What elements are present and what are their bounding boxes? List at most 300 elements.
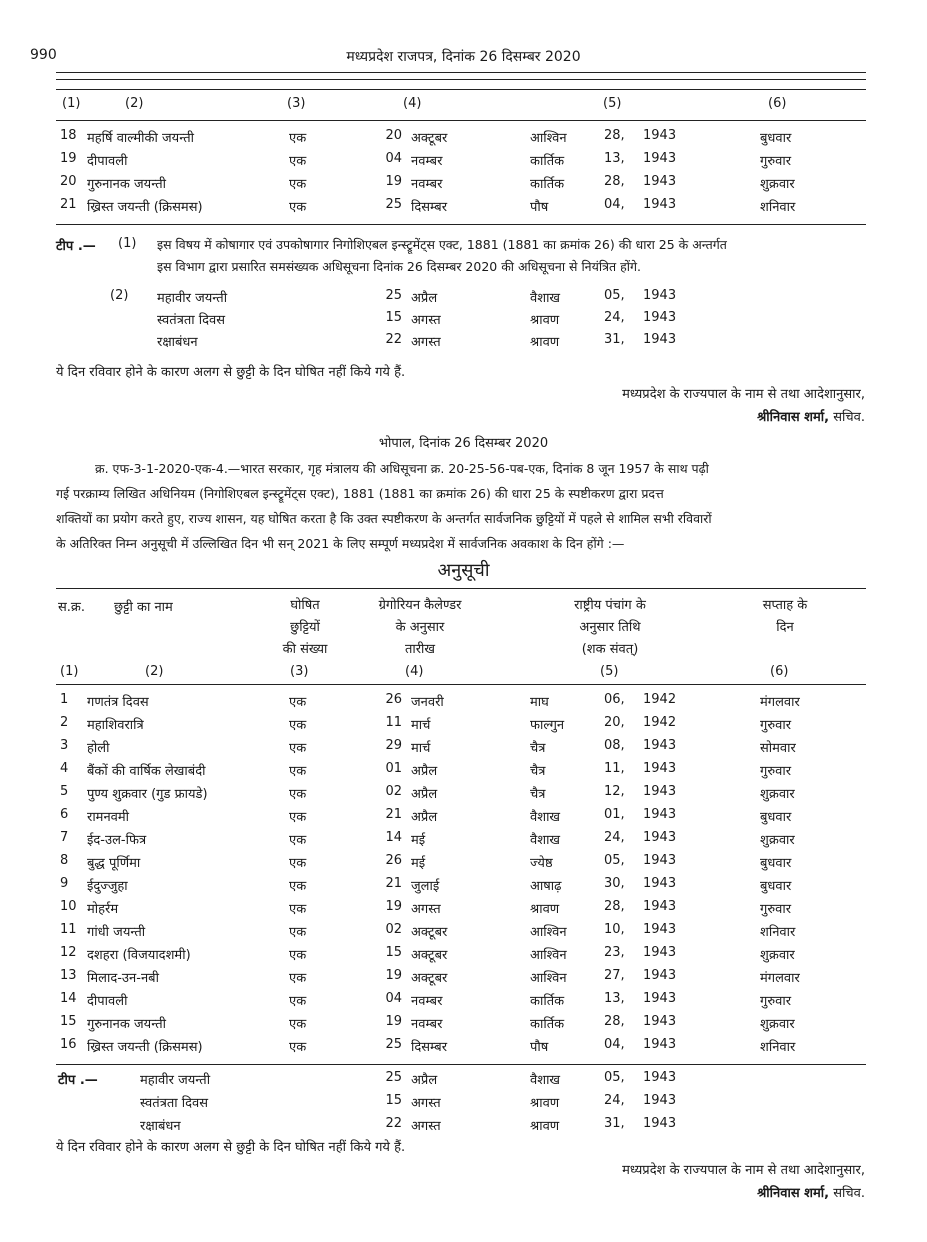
- greg-day: 26: [385, 692, 402, 707]
- weekday: गुरुवार: [760, 994, 792, 1009]
- table-row: [0, 853, 927, 875]
- order-paragraph-line: के अतिरिक्त निम्न अनुसूची में उल्लिखित दिन भी सन् 2021 के लिए सम्पूर्ण मध्यप्रदेश में सार्वजनिक अवकाश के दिन होंगे :—: [56, 536, 625, 551]
- header-holiday-name: छुट्टी का नाम: [114, 600, 173, 615]
- signature-authority-line: मध्यप्रदेश के राज्यपाल के नाम से तथा आदेशानुसार,: [622, 1163, 865, 1178]
- saka-day: 28,: [604, 128, 625, 143]
- saka-day: 27,: [604, 968, 625, 983]
- saka-year: 1943: [643, 761, 677, 776]
- table-header-rule: [56, 120, 866, 121]
- note-label: टीप .—: [58, 1073, 98, 1088]
- greg-day: 25: [385, 1070, 402, 1085]
- header-line: अनुसार तिथि: [579, 620, 641, 635]
- saka-year: 1943: [643, 876, 677, 891]
- col-num: (1): [60, 664, 79, 679]
- saka-day: 28,: [604, 1014, 625, 1029]
- table-top-rule: [56, 89, 866, 90]
- serial-number: 13: [60, 968, 77, 983]
- schedule-top-rule: [56, 588, 866, 589]
- weekday: बुधवार: [760, 879, 792, 894]
- saka-month: श्रावण: [530, 902, 560, 917]
- weekday: शुक्रवार: [760, 833, 795, 848]
- greg-day: 15: [385, 310, 402, 325]
- greg-month: दिसम्बर: [411, 200, 448, 215]
- saka-year: 1943: [643, 197, 677, 212]
- sunday-holiday-row: [0, 1093, 927, 1115]
- saka-month: पौष: [530, 1040, 549, 1055]
- saka-month: कार्तिक: [530, 1017, 565, 1032]
- greg-month: अप्रैल: [411, 787, 438, 802]
- holiday-count: एक: [289, 833, 307, 848]
- serial-number: 8: [60, 853, 69, 868]
- header-holiday-count: [270, 595, 340, 661]
- serial-number: 4: [60, 761, 69, 776]
- holiday-count: एक: [289, 879, 307, 894]
- saka-month: आषाढ़: [530, 879, 562, 894]
- holiday-name: मोहर्रम: [87, 902, 119, 917]
- holiday-name: रामनवमी: [87, 810, 130, 825]
- greg-month: अप्रैल: [411, 291, 438, 306]
- saka-year: 1943: [643, 332, 677, 347]
- saka-month: पौष: [530, 200, 549, 215]
- saka-day: 31,: [604, 332, 625, 347]
- holiday-name: दशहरा (विजयादशमी): [87, 948, 191, 963]
- saka-day: 28,: [604, 899, 625, 914]
- saka-month: चैत्र: [530, 787, 546, 802]
- sunday-holiday-row: [0, 1070, 927, 1092]
- weekday: सोमवार: [760, 741, 796, 756]
- greg-month: अक्टूबर: [411, 131, 448, 146]
- saka-month: श्रावण: [530, 1119, 560, 1134]
- holiday-count: एक: [289, 902, 307, 917]
- note-label: टीप .—: [56, 239, 96, 254]
- table-row: [0, 1037, 927, 1059]
- serial-number: 7: [60, 830, 69, 845]
- saka-day: 08,: [604, 738, 625, 753]
- col-num: (3): [290, 664, 309, 679]
- holiday-count: एक: [289, 856, 307, 871]
- weekday: गुरुवार: [760, 718, 792, 733]
- greg-day: 11: [385, 715, 402, 730]
- saka-day: 05,: [604, 853, 625, 868]
- table-row: [0, 899, 927, 921]
- table-row: [0, 922, 927, 944]
- col-num: (3): [287, 96, 306, 111]
- saka-year: 1943: [643, 899, 677, 914]
- holiday-name: ईदुज्जुहा: [87, 879, 128, 894]
- table-bottom-rule: [56, 224, 866, 225]
- saka-year: 1943: [643, 1093, 677, 1108]
- saka-day: 05,: [604, 1070, 625, 1085]
- greg-month: नवम्बर: [411, 177, 443, 192]
- weekday: बुधवार: [760, 131, 792, 146]
- greg-month: नवम्बर: [411, 994, 443, 1009]
- saka-month: वैशाख: [530, 1073, 561, 1088]
- table-row: [0, 1014, 927, 1036]
- saka-year: 1943: [643, 784, 677, 799]
- serial-number: 18: [60, 128, 77, 143]
- holiday-name: रक्षाबंधन: [140, 1119, 181, 1134]
- holiday-name: गणतंत्र दिवस: [87, 695, 149, 710]
- greg-month: अगस्त: [411, 902, 441, 917]
- greg-day: 15: [385, 945, 402, 960]
- header-saka-date: [540, 595, 680, 661]
- weekday: शुक्रवार: [760, 177, 795, 192]
- holiday-name: दीपावली: [87, 994, 128, 1009]
- header-serial: स.क्र.: [58, 600, 86, 615]
- table-row: [0, 945, 927, 967]
- saka-day: 30,: [604, 876, 625, 891]
- greg-month: मार्च: [411, 741, 431, 756]
- greg-day: 02: [385, 922, 402, 937]
- saka-year: 1943: [643, 853, 677, 868]
- saka-day: 23,: [604, 945, 625, 960]
- col-num: (2): [125, 96, 144, 111]
- greg-month: अक्टूबर: [411, 971, 448, 986]
- note-item1-text: इस विषय में कोषागार एवं उपकोषागार निगोशिएबल इन्स्ट्रूमेंट्स एक्ट, 1881 (1881 का क्रमांक 26) की धारा 25 के अन्तर्गत: [157, 237, 727, 252]
- holiday-name: गुरुनानक जयन्ती: [87, 1017, 166, 1032]
- note-footer: ये दिन रविवार होने के कारण अलग से छुट्टी के दिन घोषित नहीं किये गये हैं.: [56, 1140, 406, 1155]
- header-line: (शक संवत्): [581, 642, 639, 657]
- holiday-count: एक: [289, 1040, 307, 1055]
- schedule-header-rule: [56, 684, 866, 685]
- signatory-name: श्रीनिवास शर्मा,: [757, 410, 830, 425]
- greg-month: जनवरी: [411, 695, 444, 710]
- header-rule: [56, 72, 866, 73]
- sunday-holiday-row: [0, 288, 927, 310]
- saka-month: श्रावण: [530, 313, 560, 328]
- col-num: (1): [62, 96, 81, 111]
- saka-month: फाल्गुन: [530, 718, 565, 733]
- serial-number: 21: [60, 197, 77, 212]
- saka-month: आश्विन: [530, 925, 567, 940]
- saka-month: आश्विन: [530, 948, 567, 963]
- table-row: [0, 715, 927, 737]
- greg-day: 19: [385, 968, 402, 983]
- saka-day: 31,: [604, 1116, 625, 1131]
- saka-day: 12,: [604, 784, 625, 799]
- saka-day: 24,: [604, 310, 625, 325]
- holiday-count: एक: [289, 971, 307, 986]
- sunday-holiday-row: [0, 310, 927, 332]
- table-row: [0, 830, 927, 852]
- holiday-name: पुण्य शुक्रवार (गुड फ्रायडे): [87, 787, 208, 802]
- signature-block: [757, 1183, 865, 1201]
- weekday: मंगलवार: [760, 971, 800, 986]
- greg-month: अक्टूबर: [411, 925, 448, 940]
- table-row: [0, 692, 927, 714]
- saka-year: 1943: [643, 1014, 677, 1029]
- weekday: बुधवार: [760, 810, 792, 825]
- serial-number: 12: [60, 945, 77, 960]
- header-line: ग्रेगोरियन कैलेण्डर: [378, 598, 462, 613]
- col-num: (5): [600, 664, 619, 679]
- table-row: [0, 784, 927, 806]
- saka-year: 1943: [643, 738, 677, 753]
- table-row: [0, 807, 927, 829]
- greg-day: 19: [385, 174, 402, 189]
- saka-month: ज्येष्ठ: [530, 856, 553, 871]
- holiday-name: महाशिवरात्रि: [87, 718, 144, 733]
- holiday-count: एक: [289, 787, 307, 802]
- holiday-name: रक्षाबंधन: [157, 335, 198, 350]
- note-item1-text-cont: इस विभाग द्वारा प्रसारित समसंख्यक अधिसूचना दिनांक 26 दिसम्बर 2020 की अधिसूचना से नियंत्रित होंगे.: [157, 259, 641, 274]
- saka-month: वैशाख: [530, 833, 561, 848]
- holiday-name: होली: [87, 741, 110, 756]
- weekday: गुरुवार: [760, 764, 792, 779]
- holiday-name: महावीर जयन्ती: [157, 291, 228, 306]
- weekday: शुक्रवार: [760, 1017, 795, 1032]
- holiday-count: एक: [289, 154, 307, 169]
- holiday-count: एक: [289, 948, 307, 963]
- saka-month: माघ: [530, 695, 549, 710]
- table-row: [0, 197, 927, 219]
- signatory-designation: सचिव.: [833, 410, 865, 425]
- col-num: (2): [145, 664, 164, 679]
- weekday: मंगलवार: [760, 695, 800, 710]
- saka-year: 1943: [643, 310, 677, 325]
- saka-year: 1943: [643, 1070, 677, 1085]
- greg-month: जुलाई: [411, 879, 440, 894]
- holiday-name: ख्रिस्त जयन्ती (क्रिसमस): [87, 1040, 203, 1055]
- holiday-name: ख्रिस्त जयन्ती (क्रिसमस): [87, 200, 203, 215]
- saka-month: श्रावण: [530, 335, 560, 350]
- serial-number: 16: [60, 1037, 77, 1052]
- table-row: [0, 991, 927, 1013]
- header-line: घोषित: [290, 598, 320, 613]
- saka-year: 1943: [643, 968, 677, 983]
- holiday-count: एक: [289, 131, 307, 146]
- saka-year: 1942: [643, 692, 677, 707]
- col-num: (6): [768, 96, 787, 111]
- holiday-name: ईद-उल-फित्र: [87, 833, 147, 848]
- header-line: सप्ताह के: [762, 598, 808, 613]
- order-paragraph-line: क्र. एफ-3-1-2020-एक-4.—भारत सरकार, गृह मंत्रालय की अधिसूचना क्र. 20-25-56-पब-एक, दिनांक 8 जून 1957 के साथ पढ़ी: [95, 461, 709, 476]
- note-item-number: (2): [110, 288, 129, 303]
- greg-month: दिसम्बर: [411, 1040, 448, 1055]
- greg-month: नवम्बर: [411, 154, 443, 169]
- saka-month: कार्तिक: [530, 154, 565, 169]
- holiday-count: एक: [289, 200, 307, 215]
- saka-day: 04,: [604, 197, 625, 212]
- serial-number: 5: [60, 784, 69, 799]
- order-paragraph-line: शक्तियों का प्रयोग करते हुए, राज्य शासन, यह घोषित करता है कि उक्त स्पष्टीकरण के अन्तर्गत सार्वजनिक छुट्टियों में पहले से शामिल सभी रविवारों: [56, 511, 712, 526]
- header-rule-2: [56, 79, 866, 80]
- greg-month: मई: [411, 856, 426, 871]
- greg-day: 21: [385, 807, 402, 822]
- saka-year: 1943: [643, 174, 677, 189]
- serial-number: 19: [60, 151, 77, 166]
- serial-number: 3: [60, 738, 69, 753]
- saka-month: कार्तिक: [530, 177, 565, 192]
- holiday-count: एक: [289, 810, 307, 825]
- serial-number: 15: [60, 1014, 77, 1029]
- order-paragraph-line: गई परक्राम्य लिखित अधिनियम (निगोशिएबल इन्स्ट्रूमेंट्स एक्ट), 1881 (1881 का क्रमांक 26) की धारा 25 के स्पष्टीकरण द्वारा प्रदत्त: [56, 486, 664, 501]
- greg-month: नवम्बर: [411, 1017, 443, 1032]
- saka-day: 05,: [604, 288, 625, 303]
- greg-day: 01: [385, 761, 402, 776]
- header-line: दिन: [776, 620, 794, 635]
- greg-day: 04: [385, 991, 402, 1006]
- holiday-name: महर्षि वाल्मीकी जयन्ती: [87, 131, 194, 146]
- greg-month: अगस्त: [411, 1096, 441, 1111]
- saka-year: 1943: [643, 1037, 677, 1052]
- saka-day: 28,: [604, 174, 625, 189]
- holiday-count: एक: [289, 741, 307, 756]
- saka-year: 1943: [643, 288, 677, 303]
- weekday: शुक्रवार: [760, 948, 795, 963]
- serial-number: 10: [60, 899, 77, 914]
- holiday-name: गांधी जयन्ती: [87, 925, 146, 940]
- saka-month: श्रावण: [530, 1096, 560, 1111]
- greg-day: 20: [385, 128, 402, 143]
- table-row: [0, 968, 927, 990]
- greg-day: 14: [385, 830, 402, 845]
- saka-day: 13,: [604, 151, 625, 166]
- greg-month: अक्टूबर: [411, 948, 448, 963]
- col-num: (6): [770, 664, 789, 679]
- greg-month: मार्च: [411, 718, 431, 733]
- weekday: गुरुवार: [760, 154, 792, 169]
- saka-month: चैत्र: [530, 764, 546, 779]
- table-row: [0, 174, 927, 196]
- serial-number: 1: [60, 692, 69, 707]
- holiday-count: एक: [289, 764, 307, 779]
- table-row: [0, 876, 927, 898]
- holiday-count: एक: [289, 1017, 307, 1032]
- saka-day: 06,: [604, 692, 625, 707]
- saka-month: चैत्र: [530, 741, 546, 756]
- signatory-name: श्रीनिवास शर्मा,: [757, 1186, 830, 1201]
- weekday: शनिवार: [760, 925, 796, 940]
- schedule-bottom-rule: [56, 1064, 866, 1065]
- greg-day: 19: [385, 899, 402, 914]
- saka-month: वैशाख: [530, 810, 561, 825]
- greg-day: 02: [385, 784, 402, 799]
- holiday-count: एक: [289, 925, 307, 940]
- saka-year: 1943: [643, 830, 677, 845]
- saka-year: 1942: [643, 715, 677, 730]
- saka-year: 1943: [643, 991, 677, 1006]
- serial-number: 6: [60, 807, 69, 822]
- sunday-holiday-row: [0, 1116, 927, 1138]
- greg-day: 25: [385, 197, 402, 212]
- signature-block: [757, 407, 865, 425]
- table-row: [0, 151, 927, 173]
- note-footer: ये दिन रविवार होने के कारण अलग से छुट्टी के दिन घोषित नहीं किये गये हैं.: [56, 365, 406, 380]
- signatory-designation: सचिव.: [833, 1186, 865, 1201]
- greg-day: 25: [385, 1037, 402, 1052]
- header-line: राष्ट्रीय पंचांग के: [574, 598, 646, 613]
- saka-year: 1943: [643, 945, 677, 960]
- saka-month: कार्तिक: [530, 994, 565, 1009]
- holiday-name: महावीर जयन्ती: [140, 1073, 211, 1088]
- holiday-count: एक: [289, 718, 307, 733]
- holiday-name: बैंकों की वार्षिक लेखाबंदी: [87, 764, 206, 779]
- serial-number: 14: [60, 991, 77, 1006]
- header-line: की संख्या: [282, 642, 328, 657]
- page-number: 990: [30, 47, 57, 63]
- holiday-name: गुरुनानक जयन्ती: [87, 177, 166, 192]
- saka-day: 13,: [604, 991, 625, 1006]
- header-line: के अनुसार: [395, 620, 445, 635]
- greg-month: अगस्त: [411, 313, 441, 328]
- greg-month: अप्रैल: [411, 764, 438, 779]
- sunday-holiday-row: [0, 332, 927, 354]
- col-num: (5): [603, 96, 622, 111]
- saka-year: 1943: [643, 807, 677, 822]
- page-title: मध्यप्रदेश राजपत्र, दिनांक 26 दिसम्बर 2020: [346, 49, 581, 65]
- header-line: छुट्टियों: [290, 620, 320, 635]
- col-num: (4): [403, 96, 422, 111]
- saka-year: 1943: [643, 128, 677, 143]
- holiday-count: एक: [289, 994, 307, 1009]
- holiday-name: स्वतंत्रता दिवस: [157, 313, 226, 328]
- serial-number: 9: [60, 876, 69, 891]
- header-line: तारीख: [404, 642, 436, 657]
- holiday-count: एक: [289, 695, 307, 710]
- table-row: [0, 738, 927, 760]
- greg-day: 26: [385, 853, 402, 868]
- greg-day: 29: [385, 738, 402, 753]
- saka-day: 01,: [604, 807, 625, 822]
- greg-day: 15: [385, 1093, 402, 1108]
- saka-year: 1943: [643, 151, 677, 166]
- col-num: (4): [405, 664, 424, 679]
- saka-month: आश्विन: [530, 971, 567, 986]
- saka-day: 20,: [604, 715, 625, 730]
- saka-year: 1943: [643, 1116, 677, 1131]
- schedule-column-numbers: [0, 664, 927, 686]
- saka-year: 1943: [643, 922, 677, 937]
- saka-month: आश्विन: [530, 131, 567, 146]
- place-date: भोपाल, दिनांक 26 दिसम्बर 2020: [378, 436, 549, 451]
- table-row: [0, 128, 927, 150]
- serial-number: 20: [60, 174, 77, 189]
- greg-month: अप्रैल: [411, 1073, 438, 1088]
- weekday: गुरुवार: [760, 902, 792, 917]
- saka-day: 24,: [604, 830, 625, 845]
- weekday: शनिवार: [760, 200, 796, 215]
- header-gregorian-date: [355, 595, 485, 661]
- weekday: शनिवार: [760, 1040, 796, 1055]
- greg-day: 25: [385, 288, 402, 303]
- greg-day: 21: [385, 876, 402, 891]
- saka-day: 10,: [604, 922, 625, 937]
- saka-day: 11,: [604, 761, 625, 776]
- greg-day: 04: [385, 151, 402, 166]
- saka-day: 04,: [604, 1037, 625, 1052]
- top-table-column-numbers: [0, 96, 927, 118]
- table-row: [0, 761, 927, 783]
- greg-day: 19: [385, 1014, 402, 1029]
- saka-month: वैशाख: [530, 291, 561, 306]
- holiday-count: एक: [289, 177, 307, 192]
- holiday-name: स्वतंत्रता दिवस: [140, 1096, 209, 1111]
- signature-authority-line: मध्यप्रदेश के राज्यपाल के नाम से तथा आदेशानुसार,: [622, 387, 865, 402]
- serial-number: 11: [60, 922, 77, 937]
- holiday-name: मिलाद-उन-नबी: [87, 971, 159, 986]
- greg-day: 22: [385, 1116, 402, 1131]
- weekday: शुक्रवार: [760, 787, 795, 802]
- greg-month: अगस्त: [411, 335, 441, 350]
- note-item-number: (1): [118, 236, 137, 251]
- holiday-name: बुद्ध पूर्णिमा: [87, 856, 141, 871]
- header-weekday: [745, 595, 825, 639]
- greg-month: अगस्त: [411, 1119, 441, 1134]
- holiday-name: दीपावली: [87, 154, 128, 169]
- weekday: बुधवार: [760, 856, 792, 871]
- schedule-title: अनुसूची: [437, 560, 490, 581]
